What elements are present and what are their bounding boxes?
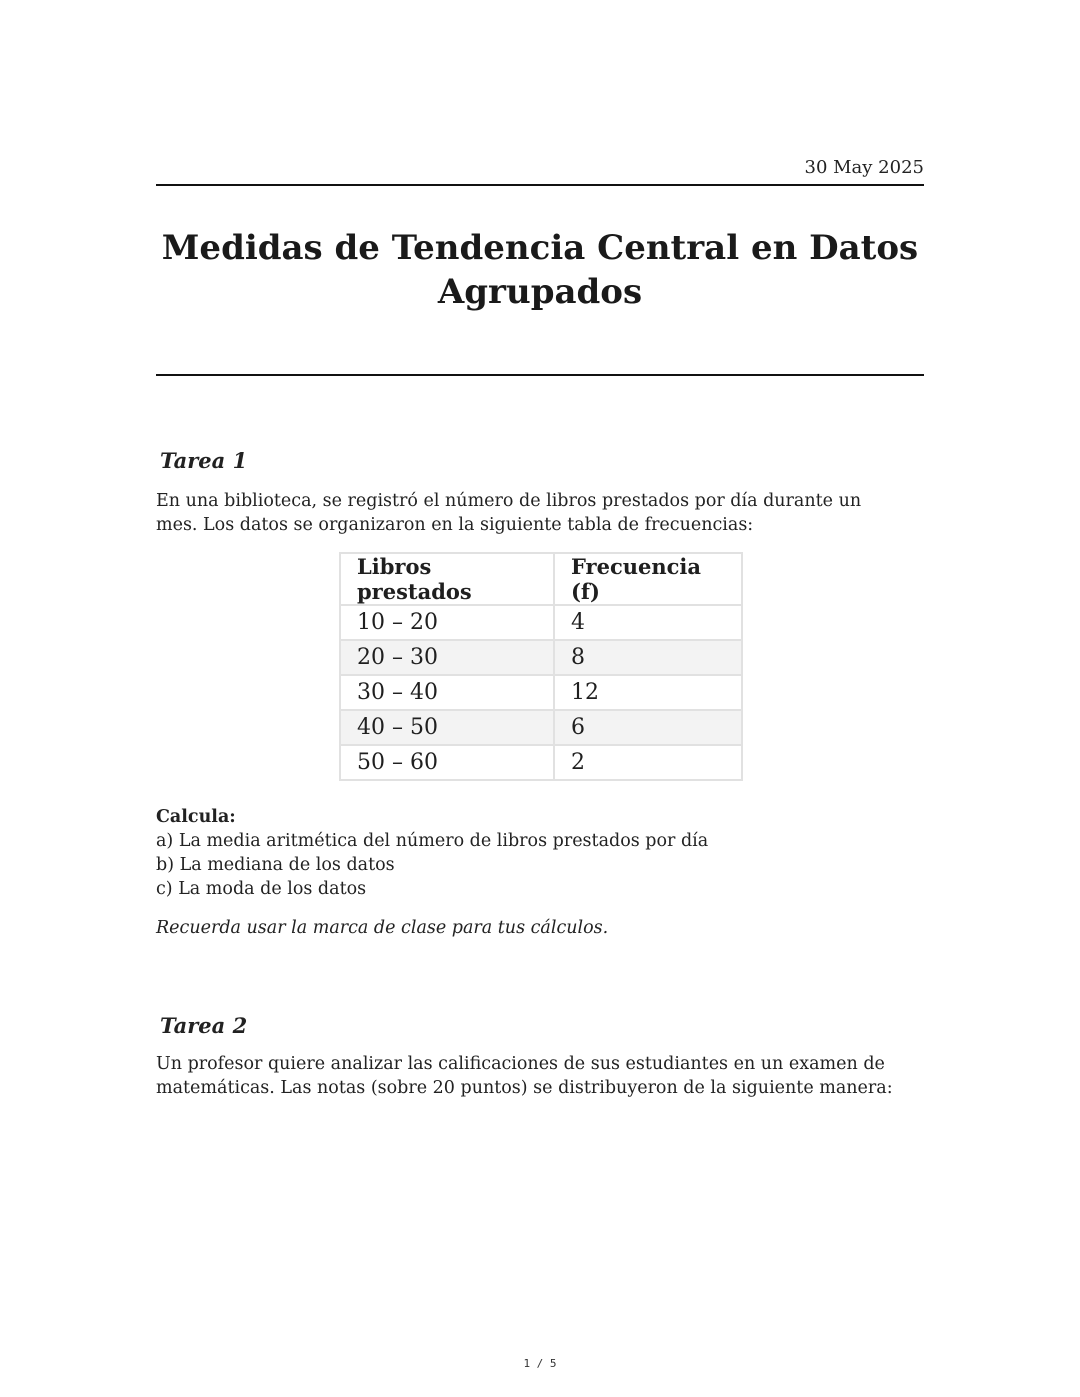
question-c: c) La moda de los datos [156, 879, 367, 899]
task1-intro: En una biblioteca, se registró el número de libros prestados por día durante un mes. Los datos se organizaron en la siguiente tabla de frecuencias: [156, 491, 862, 535]
table-header-row [340, 553, 742, 605]
table-cell-frequency: 2 [554, 745, 742, 780]
table-cell-interval: 10 – 20 [340, 605, 554, 640]
column-header-libros: Libros prestados [340, 553, 554, 605]
title-divider [156, 374, 924, 376]
frequency-table [339, 552, 743, 781]
task2-intro: Un profesor quiere analizar las calificaciones de sus estudiantes en un examen de matemáticas. Las notas (sobre 20 puntos) se distribuyeron de la siguiente manera: [156, 1054, 893, 1098]
table-cell-interval: 50 – 60 [340, 745, 554, 780]
table-row [340, 675, 742, 710]
table-row [340, 745, 742, 780]
document-title: Medidas de Tendencia Central en Datos Agrupados [161, 228, 919, 312]
table-row [340, 710, 742, 745]
task2-heading: Tarea 2 [160, 1013, 248, 1038]
document-date: 30 May 2025 [804, 157, 924, 178]
table-cell-frequency: 12 [554, 675, 742, 710]
page-number: 1 / 5 [523, 1357, 557, 1370]
table-cell-frequency: 6 [554, 710, 742, 745]
table-cell-frequency: 4 [554, 605, 742, 640]
column-header-frecuencia: Frecuencia (f) [554, 553, 742, 605]
header-divider [156, 184, 924, 186]
table-cell-interval: 40 – 50 [340, 710, 554, 745]
task1-heading: Tarea 1 [160, 448, 248, 473]
calc-label: Calcula: [156, 807, 236, 827]
task1-questions [156, 805, 708, 901]
table-cell-interval: 30 – 40 [340, 675, 554, 710]
question-a: a) La media aritmética del número de libros prestados por día [156, 831, 709, 851]
question-b: b) La mediana de los datos [156, 855, 395, 875]
table-cell-interval: 20 – 30 [340, 640, 554, 675]
table-row [340, 605, 742, 640]
table-cell-frequency: 8 [554, 640, 742, 675]
task1-note: Recuerda usar la marca de clase para tus cálculos. [156, 918, 609, 938]
table-row [340, 640, 742, 675]
